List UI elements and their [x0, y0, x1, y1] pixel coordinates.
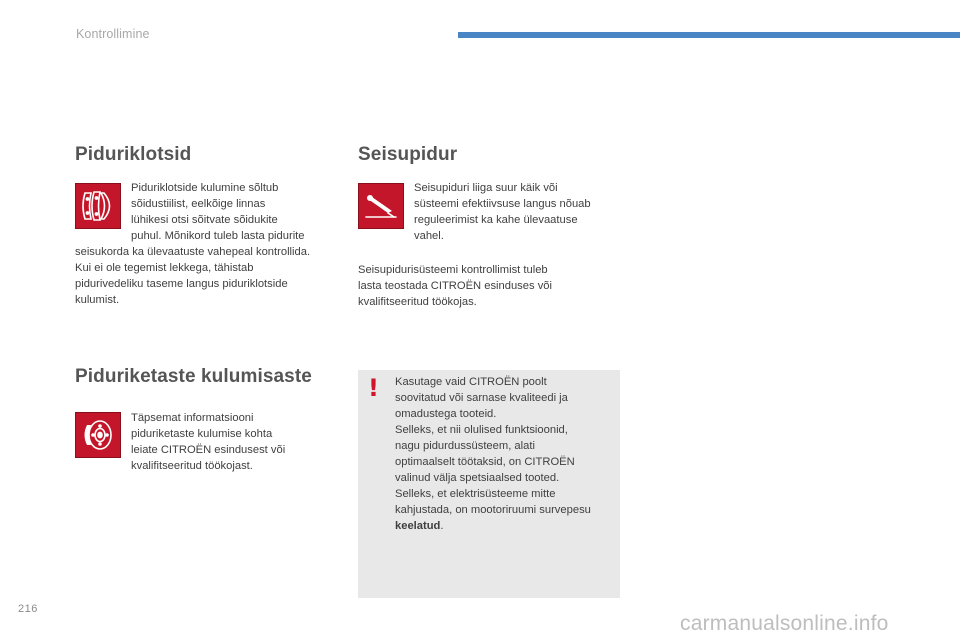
brake-disc-icon [75, 412, 121, 458]
warning-box [358, 370, 620, 598]
page-number: 216 [18, 603, 38, 615]
parking-brake-icon [358, 183, 404, 229]
section-title-parking-brake: Seisupidur [358, 144, 458, 165]
parking-brake-text-lead: Seisupiduri liiga suur käik või süsteemi efektiivsuse langus nõuab reguleerimist ka kahe ülevaatuse vahel. [414, 182, 591, 242]
brake-pads-text-rest: seisukorda ka ülevaatuste vahepeal kontrollida. Kui ei ole tegemist lekkega, tähistab pidurivedeliku taseme langus piduriklotside kulumist. [75, 246, 311, 306]
brake-pads-icon [75, 183, 121, 229]
section-title-brake-pads: Piduriklotsid [75, 144, 192, 165]
parking-brake-text-rest: Seisupidurisüsteemi kontrollimist tuleb lasta teostada CITROËN esinduses või kvalifitseeritud töökojas. [358, 264, 553, 308]
section-title-brake-discs: Piduriketaste kulumisaste [75, 366, 312, 387]
brake-pads-text-lead: Piduriklotside kulumine sõltub sõidustiilist, eelkõige linnas lühikesi otsi sõitvate sõidukite puhul. Mõnikord tuleb lasta pidurite [131, 182, 305, 242]
warning-exclamation-icon: ! [368, 374, 379, 402]
warning-text: Kasutage vaid CITROËN poolt soovitatud või sarnase kvaliteedi ja omadustega tooteid. Selleks, et nii olulised funktsioonid, nagu pidurdussüsteem, alati optimaalselt töötaksid, on CITROËN valinud välja spetsiaalsed tooted. Selleks, et elektrisüsteeme mitte kahjustada, on mootoriruumi survepesu keelatud. [395, 376, 591, 532]
warning-emphasis: keelatud [395, 520, 441, 532]
brake-discs-text: Täpsemat informatsiooni piduriketaste kulumise kohta leiate CITROËN esindusest või kvalifitseeritud töökojast. [131, 412, 286, 472]
header-title: Kontrollimine [76, 27, 150, 41]
header-accent-bar [458, 32, 960, 38]
watermark: carmanualsonline.info [680, 612, 889, 635]
